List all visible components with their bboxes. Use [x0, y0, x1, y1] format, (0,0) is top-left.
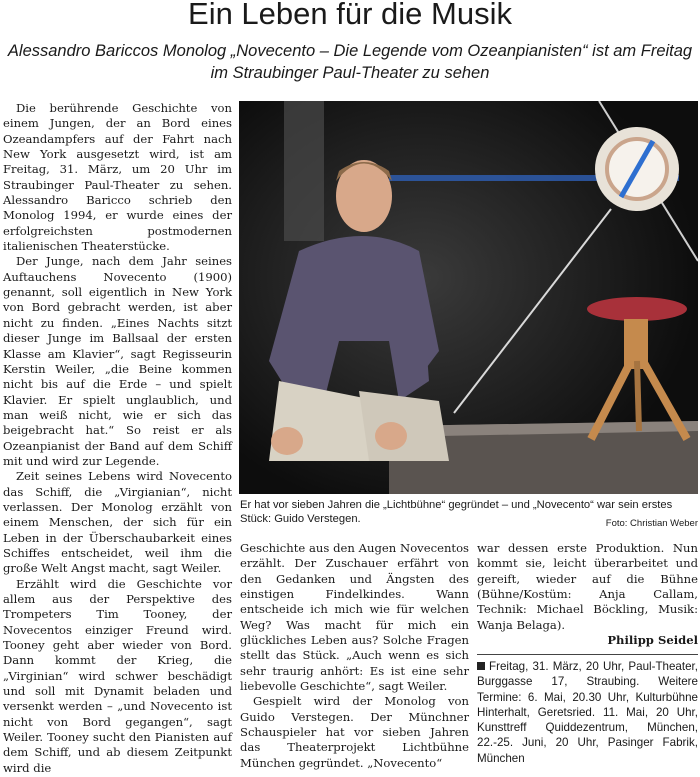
article-paragraph: war dessen erste Produktion. Nun kommt sie, leicht überarbeitet und gereift, wieder auf die Bühne (Bühne/Kostüm: Anja Callam, Technik: Michael Böckling, Musik: Wanja Belaga).: [477, 541, 698, 632]
article-column-1: [3, 101, 232, 776]
event-info-box: [477, 654, 698, 766]
subheadline: Alessandro Bariccos Monolog „Novecento – Die Legende vom Ozeanpianisten“ ist am Freitag im Straubinger Paul-Theater zu sehen: [7, 42, 693, 82]
stage-photo-illustration: [239, 101, 698, 494]
photo-caption: Er hat vor sieben Jahren die „Lichtbühne“ gegründet – und „Novecento“ war sein erstes Stück: Guido Verstegen.: [240, 499, 673, 525]
photo-credit: Foto: Christian Weber: [605, 518, 698, 529]
event-info-text: Freitag, 31. März, 20 Uhr, Paul-Theater, Burggasse 17, Straubing. Weitere Termine: 6. Mai, 20.30 Uhr, Kulturbühne Hinterhalt, Geretsried. 11. Mai, 20 Uhr, Kunsttreff Quiddezentrum, München, 22.-25. Juni, 20 Uhr, Pasinger Fabrik, München: [477, 660, 698, 765]
article-paragraph: Zeit seines Lebens wird Novecento das Schiff, die „Virgianian“, nicht verlassen. Der Monolog erzählt von einem Menschen, der sich für ein Leben in der Überschaubarkeit eines Schiffes entscheidet, weil ihm die große Welt Angst macht, sagt Weiler.: [3, 469, 232, 576]
stage-photo: [239, 101, 698, 494]
author-byline: Philipp Seidel: [607, 633, 698, 648]
article-paragraph: Die berührende Geschichte von einem Jungen, der an Bord eines Ozeandampfers auf der Fahrt nach New York ausgesetzt wird, ist am Freitag, 31. März, um 20 Uhr im Straubinger Paul-Theater zu sehen. Alessandro Baricco schrieb den Monolog 1994, er wurde eines der erfolgreichsten postmodernen italienischen Theaterstücke.: [3, 101, 232, 254]
article-paragraph: Geschichte aus den Augen Novecentos erzählt. Der Zuschauer erfährt von den Gedanken und Ängsten des einstigen Findelkindes. Wann entscheide ich mich wie für welchen Weg? Was macht für mich ein glückliches Leben aus? Solche Fragen stellt das Stück. „Auch wenn es sich sehr traurig anhört: Es ist eine sehr liebevolle Geschichte“, sagt Weiler.: [240, 541, 469, 694]
info-square-icon: [477, 662, 485, 670]
article-paragraph: Erzählt wird die Geschichte vor allem aus der Perspektive des Trompeters Tim Tooney, der Novecentos einziger Freund wird. Tooney geht aber wieder von Bord. Dann kommt der Krieg, die „Virginian“ wird schwer beschädigt und soll mit Dynamit beladen und versenkt werden – „und Novecento ist nicht von Bord gegangen“, sagt Weiler. Tooney sucht den Pianisten auf dem Schiff, und ab diesem Zeitpunkt wird die: [3, 576, 232, 775]
article-column-3: [477, 541, 698, 648]
article-paragraph: Gespielt wird der Monolog von Guido Verstegen. Der Münchner Schauspieler hat vor sieben Jahren das Theaterprojekt Lichtbühne München gegründet. „Novecento“: [240, 694, 469, 770]
article-column-2: [240, 541, 469, 771]
article-paragraph: Der Junge, nach dem Jahr seines Auftauchens Novecento (1900) genannt, soll eigentlich in New York von Bord gebracht werden, ist aber nicht zu finden. „Eines Nachts sitzt dieser Junge im Ballsaal der ersten Klasse am Klavier“, sagt Regisseurin Kerstin Weiler, „die Beine kommen nicht bis auf die Erde – und spielt Klavier. Er spielt unglaublich, und man weiß nicht, wie er sich das beigebracht hat.“ So reist er als Ozeanpianist der Band auf dem Schiff mit und wird zur Legende.: [3, 254, 232, 468]
headline: Ein Leben für die Musik: [188, 0, 512, 31]
